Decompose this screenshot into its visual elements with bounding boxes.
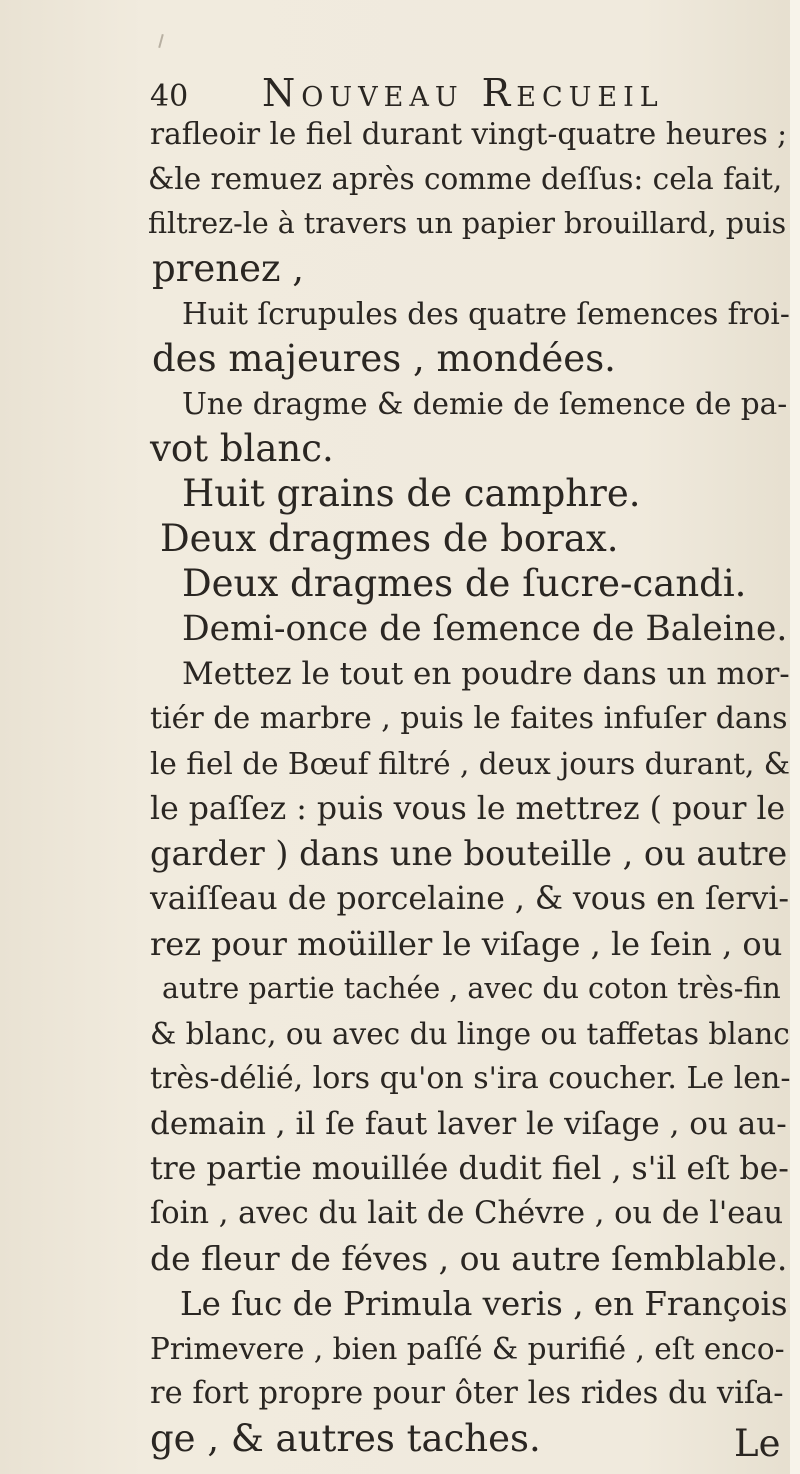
text-line: tre partie mouillée dudit fiel , s'il eſt be- [150,1151,789,1187]
page-number: 40 [150,79,189,114]
text-line: Mettez le tout en poudre dans un mor- [182,656,790,692]
text-line: autre partie tachée , avec du coton très-fin [162,972,781,1005]
text-line: Deux dragmes de borax. [160,517,619,560]
text-line: le fiel de Bœuf filtré , deux jours durant, & [150,747,791,781]
page-edge [790,0,800,1474]
text-line: demain , il ſe faut laver le viſage , ou au- [150,1106,787,1142]
text-line: Une dragme & demie de ſemence de pa- [182,387,788,421]
catchword: Le [734,1422,781,1465]
text-line: le paſſez : puis vous le mettrez ( pour le [150,791,786,827]
text-line: Primevere , bien paſſé & purifié , eſt enco- [150,1332,785,1366]
text-line: Le ſuc de Primula veris , en François [180,1285,788,1323]
text-line: rafleoir le fiel durant vingt-quatre heures ; [150,117,788,151]
text-line: ge , & autres taches. [150,1417,541,1460]
text-line: re fort propre pour ôter les rides du viſa- [150,1376,784,1411]
text-line: garder ) dans une bouteille , ou autre [150,834,788,873]
text-line: &le remuez après comme deſſus: cela fait, [148,162,783,196]
text-line: de fleur de féves , ou autre ſemblable. [150,1239,788,1278]
text-line: prenez , [152,247,305,290]
text-line: Deux dragmes de ſucre-candi. [182,562,747,605]
text-line: rez pour moüiller le viſage , le ſein , ou [150,925,783,963]
text-line: Huit ſcrupules des quatre ſemences froi- [182,297,790,331]
text-line: des majeures , mondées. [152,337,616,380]
text-line: & blanc, ou avec du linge ou taffetas blanc [150,1017,790,1051]
text-line: très-délié, lors qu'on s'ira coucher. Le len- [150,1061,791,1096]
text-line: tiér de marbre , puis le faites infuſer dans [150,701,788,736]
text-line: vot blanc. [150,427,334,470]
running-title: Nouveau Recueil [262,71,664,115]
paper-mark [158,34,164,48]
text-line: filtrez-le à travers un papier brouillard, puis [148,207,787,240]
text-line: Huit grains de camphre. [182,472,641,515]
text-line: ſoin , avec du lait de Chévre , ou de l'eau [150,1196,784,1231]
text-line: vaiſſeau de porcelaine , & vous en ſervi- [150,881,789,917]
text-line: Demi-once de ſemence de Baleine. [182,609,788,649]
